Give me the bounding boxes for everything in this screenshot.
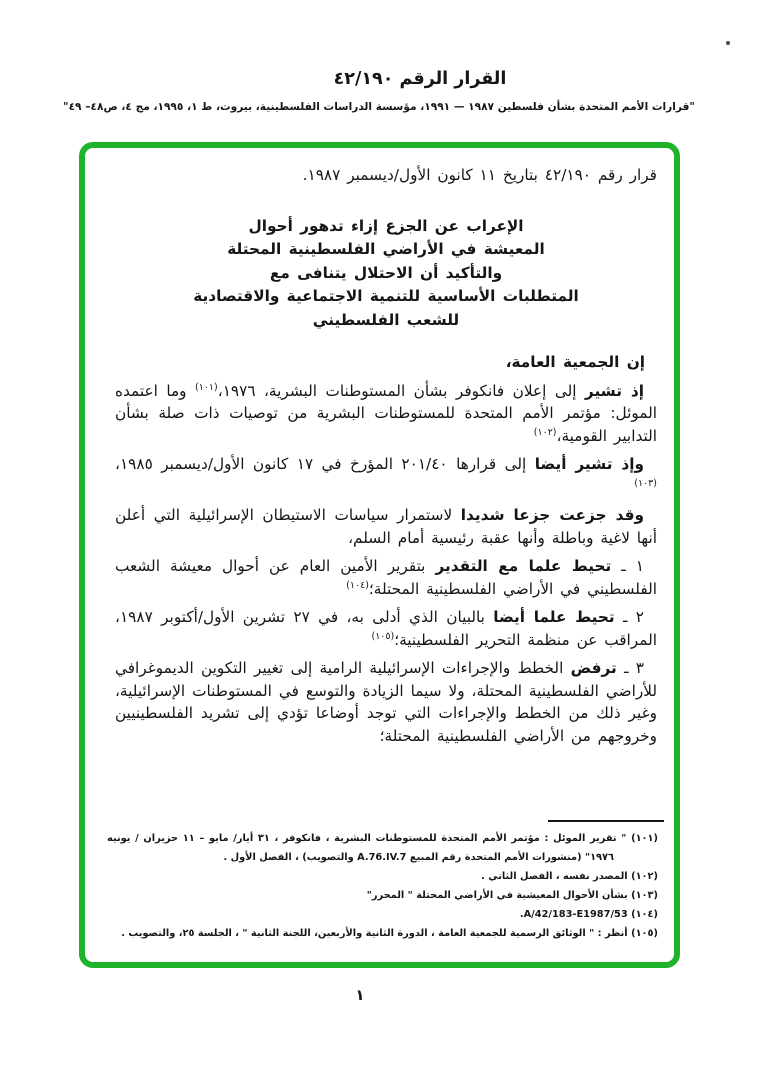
item-text: بتقرير الأمين العام عن أحوال معيشة الشعب الفلسطيني في الأراضي الفلسطينية المحتلة؛ — [115, 557, 657, 598]
footnote-number: (١٠٢) — [631, 871, 658, 882]
heading-line: المعيشة في الأراضي الفلسطينية المحتلة — [227, 240, 545, 258]
opening-line: إن الجمعية العامة، — [505, 353, 645, 371]
footnote-103 — [107, 886, 658, 905]
paragraph-text: إلى قرارها ٢٠١/٤٠ المؤرخ في ١٧ كانون الأول/ديسمبر ١٩٨٥، — [115, 455, 535, 473]
item-number: ٣ ـ — [616, 659, 644, 677]
footnote-ref-101: (١٠١) — [195, 381, 218, 393]
source-citation: "قرارات الأمم المتحدة بشأن فلسطين ١٩٨٧ — ١٩٩١، مؤسسة الدراسات الفلسطينية، بيروت، ط ١، ١٩٩٥، مج ٤، ص٤٨– ٤٩" — [63, 101, 695, 113]
preamble-paragraph-3 — [115, 504, 657, 549]
preamble-paragraph-1 — [115, 380, 657, 448]
highlight-border-box — [79, 142, 680, 968]
footnote-102 — [107, 867, 658, 886]
operative-item-2 — [115, 606, 657, 651]
footnote-104 — [107, 905, 658, 924]
footnote-101 — [107, 829, 658, 867]
paragraph-lead: إذ تشير — [584, 381, 644, 400]
footnote-number: (١٠٥) — [631, 928, 658, 939]
operative-item-3 — [115, 657, 657, 747]
paragraph-text: لاستمرار سياسات الاستيطان الإسرائيلية التي أعلن أنها لاغية وباطلة وأنها عقبة رئيسية أمام السلم، — [115, 506, 657, 547]
footnote-number: (١٠٣) — [631, 890, 658, 901]
footnotes-section — [107, 820, 658, 943]
resolution-date-line: قرار رقم ٤٢/١٩٠ بتاريخ ١١ كانون الأول/ديسمبر ١٩٨٧. — [302, 166, 657, 184]
heading-line: والتأكيد أن الاحتلال يتنافى مع — [269, 263, 503, 282]
footnote-105 — [107, 924, 658, 943]
paragraph-lead: وإذ تشير أيضا — [534, 455, 644, 473]
item-lead: تحيط علما أيضا — [493, 608, 615, 626]
item-text: الخطط والإجراءات الإسرائيلية الرامية إلى تغيير التكوين الديموغرافي للأراضي الفلسطينية المحتلة، ولا سيما الزيادة والتوسع في المستوطنات الإسرائيلية، وغير ذلك من الخطط والإجراءات التي توجد أوضاعا تؤدي إلى تشريد الفلسطينيين وخروجهم من الأراضي الفلسطينية المحتلة؛ — [115, 659, 657, 745]
footnote-ref-102: (١٠٢) — [533, 426, 557, 438]
footnote-number: (١٠١) — [631, 833, 659, 844]
resolution-heading — [115, 215, 657, 333]
footnote-number: (١٠٤) — [631, 909, 658, 920]
footnote-text: المصدر نفسه ، الفصل الثاني . — [481, 871, 628, 882]
item-lead: ترفض — [570, 659, 617, 677]
heading-line: للشعب الفلسطيني — [312, 310, 460, 329]
scan-speck — [726, 41, 730, 45]
footnote-text: " تقرير الموئل : مؤتمر الأمم المتحدة للمستوطنات البشرية ، فانكوفر ، ٣١ أيار/ مايو – ١١ حزيران / يونيه ١٩٧٦" (منشورات الأمم المتحدة رقم المبيع A.76.IV.7 والتصويب) ، الفصل الأول . — [107, 833, 627, 863]
footnote-ref-104: (١٠٤) — [346, 579, 369, 591]
item-number: ١ ـ — [611, 557, 645, 575]
page-title: القرار الرقم ٤٢/١٩٠ — [333, 69, 507, 89]
preamble-paragraph-2 — [115, 453, 657, 498]
heading-line: المتطلبات الأساسية للتنمية الاجتماعية والاقتصادية — [193, 287, 579, 305]
paragraph-text: إلى إعلان فانكوفر بشأن المستوطنات البشرية، ١٩٧٦، — [217, 381, 585, 400]
item-number: ٢ ـ — [614, 608, 644, 626]
footnote-separator — [548, 820, 664, 822]
footnote-text: A/42/183-E1987/53. — [519, 909, 628, 920]
page-number: ١ — [355, 986, 365, 1004]
resolution-content — [85, 148, 674, 962]
paragraph-lead: وقد جزعت جزعا شديدا — [460, 506, 644, 524]
operative-item-1 — [115, 555, 657, 600]
resolution-text-flow — [85, 148, 674, 820]
paragraph-text: وما اعتمده الموئل: مؤتمر الأمم المتحدة للمستوطنات البشرية من توصيات ذات صلة بشأن التدابير القومية، — [115, 381, 657, 445]
footnote-text: أنظر : " الوثائق الرسمية للجمعية العامة ، الدورة الثانية والأربعين، اللجنة الثانية " ، الجلسة ٢٥، والتصويب . — [121, 928, 628, 939]
footnote-text: بشأن الأحوال المعيشية في الأراضي المحتلة " المحرر" — [366, 890, 628, 901]
item-lead: تحيط علما مع التقدير — [435, 557, 612, 575]
heading-line: الإعراب عن الجزع إزاء تدهور أحوال — [248, 216, 524, 235]
footnote-ref-105: (١٠٥) — [371, 630, 395, 642]
footnote-ref-103: (١٠٣) — [634, 477, 657, 489]
item-text: بالبيان الذي أدلى به، في ٢٧ تشرين الأول/أكتوبر ١٩٨٧، المراقب عن منظمة التحرير الفلسطينية؛ — [115, 608, 657, 649]
